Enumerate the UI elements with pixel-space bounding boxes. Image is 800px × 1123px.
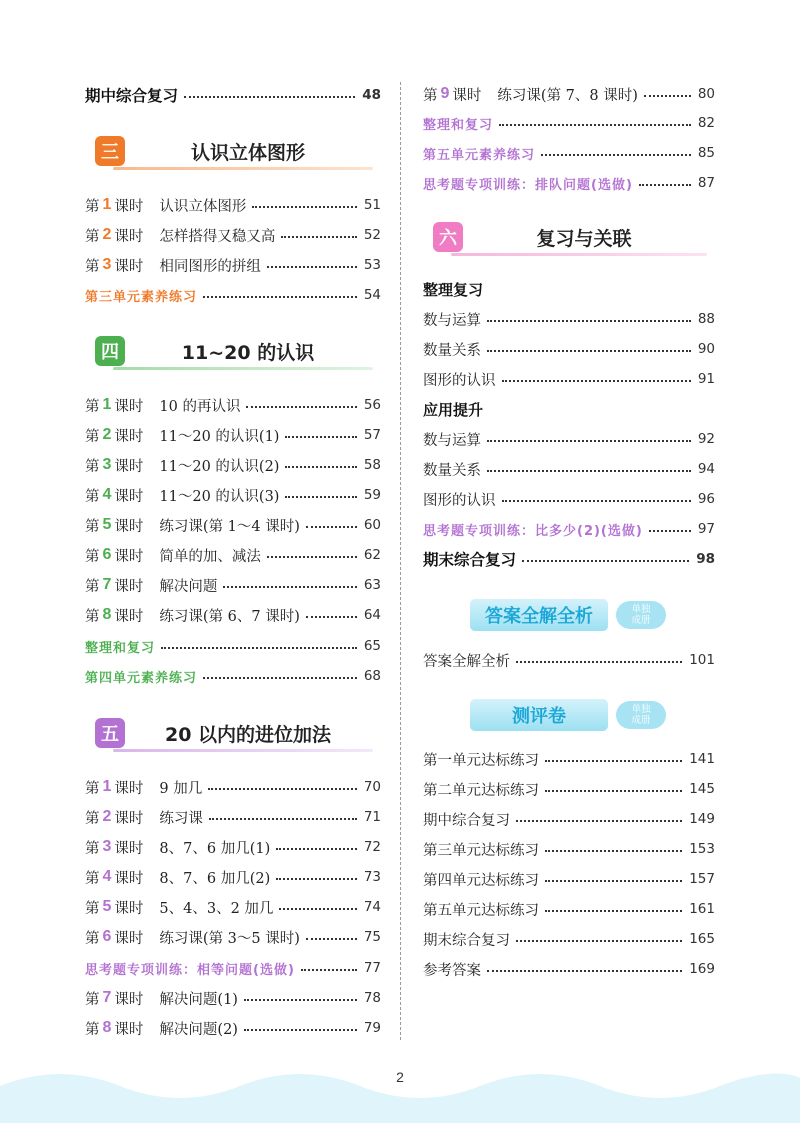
page-number: 71 — [363, 809, 381, 825]
toc-entry-lesson[interactable] — [85, 254, 381, 276]
lesson-title: 练习课(第 7、8 课时) — [497, 87, 638, 104]
lesson-title: 怎样搭得又稳又高 — [159, 228, 276, 245]
toc-entry-lesson[interactable] — [85, 987, 381, 1009]
lesson-number: 3 — [102, 456, 112, 473]
lesson-number: 6 — [102, 546, 112, 563]
lesson-number: 2 — [102, 808, 112, 825]
entry-title: 第五单元素养练习 — [423, 147, 536, 163]
page-number: 91 — [697, 371, 715, 387]
toc-entry-special-training[interactable] — [423, 172, 715, 194]
tag-line-2: 成册 — [631, 715, 651, 726]
dot-leader — [545, 880, 682, 882]
entry-title: 图形的认识 — [423, 372, 496, 389]
dot-leader — [285, 496, 356, 498]
page-number: 145 — [689, 781, 715, 797]
lesson-suffix: 课时 — [114, 870, 144, 887]
page-number: 56 — [363, 397, 381, 413]
dot-leader — [301, 969, 357, 971]
toc-entry-lesson[interactable] — [85, 896, 381, 918]
lesson-suffix: 课时 — [114, 810, 144, 827]
page-number: 165 — [689, 931, 715, 947]
lesson-number: 3 — [102, 256, 112, 273]
lesson-prefix: 第 — [85, 578, 100, 595]
dot-leader — [306, 526, 357, 528]
unit-header-3 — [95, 130, 361, 174]
page-number: 96 — [697, 491, 715, 507]
toc-entry[interactable] — [423, 368, 715, 390]
lesson-title: 解决问题 — [159, 578, 218, 595]
unit-badge: 三 — [95, 136, 125, 166]
lesson-prefix: 第 — [85, 608, 100, 625]
toc-entry[interactable] — [423, 748, 715, 770]
page-number: 80 — [697, 86, 715, 102]
lesson-number: 7 — [102, 989, 112, 1006]
answers-section-header — [470, 599, 670, 633]
lesson-suffix: 课时 — [114, 840, 144, 857]
entry-title: 思考题专项训练：相等问题(选做) — [85, 962, 295, 978]
lesson-suffix: 课时 — [452, 87, 482, 104]
dot-leader — [267, 266, 357, 268]
lesson-prefix: 第 — [85, 870, 100, 887]
lesson-title: 5、4、3、2 加几 — [159, 900, 274, 917]
lesson-prefix: 第 — [85, 398, 100, 415]
section-heading — [423, 398, 715, 420]
toc-entry[interactable] — [423, 778, 715, 800]
toc-entry-special-training[interactable] — [85, 957, 381, 979]
entry-title: 期末综合复习 — [423, 551, 517, 569]
page-number: 59 — [363, 487, 381, 503]
lesson-suffix: 课时 — [114, 258, 144, 275]
entry-title: 数与运算 — [423, 312, 481, 329]
toc-entry-lesson[interactable] — [85, 544, 381, 566]
entry-title: 参考答案 — [423, 962, 481, 979]
page-number: 88 — [697, 311, 715, 327]
column-divider — [400, 82, 401, 1040]
dot-leader — [649, 530, 691, 532]
dot-leader — [516, 940, 682, 942]
dot-leader — [285, 436, 356, 438]
toc-entry-midterm[interactable] — [85, 84, 381, 106]
dot-leader — [208, 788, 357, 790]
entry-title: 第四单元素养练习 — [85, 670, 198, 686]
dot-leader — [209, 818, 357, 820]
separate-booklet-tag — [616, 701, 666, 729]
toc-entry-lesson[interactable] — [85, 926, 381, 948]
page-number: 161 — [689, 901, 715, 917]
lesson-number: 4 — [102, 486, 112, 503]
lesson-prefix: 第 — [85, 840, 100, 857]
dot-leader — [244, 1029, 357, 1031]
lesson-title: 11～20 的认识(2) — [159, 458, 280, 475]
toc-entry-lesson[interactable] — [85, 394, 381, 416]
dot-leader — [516, 661, 682, 663]
dot-leader — [246, 406, 356, 408]
lesson-title: 认识立体图形 — [159, 198, 247, 215]
dot-leader — [184, 96, 355, 98]
toc-entry-lesson[interactable] — [423, 83, 715, 105]
tests-pill: 测评卷 — [470, 699, 608, 731]
dot-leader — [203, 677, 357, 679]
lesson-number: 5 — [102, 898, 112, 915]
heading-text: 整理复习 — [423, 280, 484, 299]
toc-entry-unit-practice[interactable] — [85, 665, 381, 687]
unit-underline — [113, 367, 373, 370]
entry-title: 思考题专项训练：排队问题(选做) — [423, 177, 633, 193]
page-number: 87 — [697, 175, 715, 191]
toc-entry-lesson[interactable] — [85, 454, 381, 476]
lesson-prefix: 第 — [85, 930, 100, 947]
unit-underline — [113, 167, 373, 170]
page-number: 141 — [689, 751, 715, 767]
unit-header-4 — [95, 330, 361, 374]
lesson-number: 5 — [102, 516, 112, 533]
lesson-prefix: 第 — [85, 198, 100, 215]
page-number: 92 — [697, 431, 715, 447]
page-number: 57 — [363, 427, 381, 443]
entry-title: 期中综合复习 — [85, 87, 179, 105]
lesson-prefix: 第 — [423, 87, 438, 104]
toc-entry[interactable] — [423, 428, 715, 450]
unit-title: 20 以内的进位加法 — [164, 724, 332, 746]
lesson-title: 练习课(第 3～5 课时) — [159, 930, 300, 947]
toc-entry-special-training[interactable] — [423, 518, 715, 540]
dot-leader — [223, 586, 356, 588]
lesson-prefix: 第 — [85, 228, 100, 245]
dot-leader — [279, 908, 356, 910]
page-number: 77 — [363, 960, 381, 976]
toc-entry[interactable] — [423, 898, 715, 920]
dot-leader — [306, 616, 357, 618]
lesson-title: 练习课(第 1～4 课时) — [159, 518, 300, 535]
lesson-number: 6 — [102, 928, 112, 945]
lesson-title: 练习课(第 6、7 课时) — [159, 608, 300, 625]
toc-entry-lesson[interactable] — [85, 424, 381, 446]
dot-leader — [244, 999, 357, 1001]
lesson-number: 2 — [102, 226, 112, 243]
lesson-prefix: 第 — [85, 428, 100, 445]
lesson-suffix: 课时 — [114, 578, 144, 595]
tests-section-header — [470, 699, 670, 733]
page-number: 157 — [689, 871, 715, 887]
page-number: 74 — [363, 899, 381, 915]
page-number: 73 — [363, 869, 381, 885]
toc-entry-review[interactable] — [85, 635, 381, 657]
toc-entry-lesson[interactable] — [85, 194, 381, 216]
entry-title: 第三单元达标练习 — [423, 842, 539, 859]
toc-entry-review[interactable] — [423, 112, 715, 134]
lesson-number: 7 — [102, 576, 112, 593]
dot-leader — [487, 970, 682, 972]
dot-leader — [522, 560, 689, 562]
lesson-number: 8 — [102, 1019, 112, 1036]
entry-title: 答案全解全析 — [423, 653, 510, 670]
toc-entry[interactable] — [423, 928, 715, 950]
lesson-suffix: 课时 — [114, 608, 144, 625]
dot-leader — [306, 938, 357, 940]
lesson-suffix: 课时 — [114, 398, 144, 415]
entry-title: 第四单元达标练习 — [423, 872, 539, 889]
lesson-prefix: 第 — [85, 518, 100, 535]
entry-title: 数量关系 — [423, 342, 481, 359]
page-number: 48 — [362, 87, 381, 103]
unit-underline — [451, 253, 707, 256]
page-number: 70 — [363, 779, 381, 795]
tag-line-2: 成册 — [631, 615, 651, 626]
lesson-suffix: 课时 — [114, 228, 144, 245]
toc-entry-lesson[interactable] — [85, 806, 381, 828]
page-number: 98 — [696, 551, 715, 567]
unit-title: 11~20 的认识 — [181, 342, 315, 364]
dot-leader — [644, 95, 691, 97]
dot-leader — [502, 380, 691, 382]
lesson-suffix: 课时 — [114, 548, 144, 565]
dot-leader — [502, 500, 691, 502]
page-number: 54 — [363, 287, 381, 303]
page-number: 97 — [697, 521, 715, 537]
lesson-suffix: 课时 — [114, 518, 144, 535]
page-number: 79 — [363, 1020, 381, 1036]
entry-title: 第三单元素养练习 — [85, 289, 198, 305]
lesson-number: 2 — [102, 426, 112, 443]
page-number: 53 — [363, 257, 381, 273]
answers-pill: 答案全解全析 — [470, 599, 608, 631]
lesson-title: 11～20 的认识(1) — [159, 428, 280, 445]
page-number: 82 — [697, 115, 715, 131]
dot-leader — [267, 556, 357, 558]
entry-title: 图形的认识 — [423, 492, 496, 509]
toc-entry-lesson[interactable] — [85, 484, 381, 506]
page-number: 101 — [689, 652, 715, 668]
lesson-prefix: 第 — [85, 900, 100, 917]
toc-entry[interactable] — [423, 838, 715, 860]
dot-leader — [161, 647, 357, 649]
lesson-title: 8、7、6 加几(1) — [159, 840, 271, 857]
entry-title: 整理和复习 — [423, 117, 494, 133]
lesson-number: 9 — [440, 85, 450, 102]
toc-entry-lesson[interactable] — [85, 224, 381, 246]
unit-title: 复习与关联 — [536, 228, 632, 250]
dot-leader — [545, 850, 682, 852]
entry-title: 期中综合复习 — [423, 812, 510, 829]
page-number: 60 — [363, 517, 381, 533]
toc-entry-lesson[interactable] — [85, 836, 381, 858]
lesson-title: 简单的加、减法 — [159, 548, 261, 565]
toc-entry-lesson[interactable] — [85, 574, 381, 596]
toc-entry[interactable] — [423, 958, 715, 980]
lesson-suffix: 课时 — [114, 900, 144, 917]
unit-badge: 六 — [433, 222, 463, 252]
toc-entry-unit-practice[interactable] — [85, 284, 381, 306]
toc-entry-lesson[interactable] — [85, 604, 381, 626]
lesson-suffix: 课时 — [114, 930, 144, 947]
lesson-number: 1 — [102, 196, 112, 213]
lesson-title: 9 加几 — [159, 780, 203, 797]
page-number: 58 — [363, 457, 381, 473]
toc-entry-final-review[interactable] — [423, 548, 715, 570]
page-number: 75 — [363, 929, 381, 945]
lesson-prefix: 第 — [85, 488, 100, 505]
dot-leader — [487, 440, 691, 442]
lesson-title: 解决问题(1) — [159, 991, 238, 1008]
toc-entry[interactable] — [423, 338, 715, 360]
dot-leader — [276, 848, 357, 850]
page-number: 169 — [689, 961, 715, 977]
lesson-suffix: 课时 — [114, 1021, 144, 1038]
dot-leader — [639, 184, 691, 186]
lesson-prefix: 第 — [85, 258, 100, 275]
dot-leader — [499, 124, 691, 126]
entry-title: 思考题专项训练：比多少(2)(选做) — [423, 523, 643, 539]
toc-entry[interactable] — [423, 649, 715, 671]
dot-leader — [516, 820, 682, 822]
entry-title: 第五单元达标练习 — [423, 902, 539, 919]
page-number-footer: 2 — [396, 1069, 404, 1085]
toc-entry-lesson[interactable] — [85, 776, 381, 798]
lesson-suffix: 课时 — [114, 991, 144, 1008]
lesson-number: 1 — [102, 396, 112, 413]
page-number: 78 — [363, 990, 381, 1006]
unit-title: 认识立体图形 — [190, 142, 305, 164]
toc-entry-lesson[interactable] — [85, 866, 381, 888]
page-number: 63 — [363, 577, 381, 593]
dot-leader — [276, 878, 357, 880]
dot-leader — [545, 910, 682, 912]
dot-leader — [487, 470, 691, 472]
page-number: 68 — [363, 668, 381, 684]
dot-leader — [281, 236, 356, 238]
lesson-suffix: 课时 — [114, 780, 144, 797]
unit-header-5 — [95, 712, 361, 756]
page-number: 90 — [697, 341, 715, 357]
page-number: 94 — [697, 461, 715, 477]
lesson-suffix: 课时 — [114, 458, 144, 475]
page-number: 62 — [363, 547, 381, 563]
toc-entry[interactable] — [423, 808, 715, 830]
lesson-title: 11～20 的认识(3) — [159, 488, 280, 505]
heading-text: 应用提升 — [423, 400, 484, 419]
tag-line-1: 单独 — [631, 604, 651, 615]
toc-entry[interactable] — [423, 308, 715, 330]
dot-leader — [545, 790, 682, 792]
lesson-title: 8、7、6 加几(2) — [159, 870, 271, 887]
lesson-prefix: 第 — [85, 548, 100, 565]
lesson-prefix: 第 — [85, 991, 100, 1008]
entry-title: 第一单元达标练习 — [423, 752, 539, 769]
lesson-prefix: 第 — [85, 1021, 100, 1038]
dot-leader — [487, 320, 691, 322]
lesson-title: 解决问题(2) — [159, 1021, 238, 1038]
page-number: 64 — [363, 607, 381, 623]
toc-entry[interactable] — [423, 868, 715, 890]
page-number: 149 — [689, 811, 715, 827]
page-number: 51 — [363, 197, 381, 213]
entry-title: 第二单元达标练习 — [423, 782, 539, 799]
entry-title: 整理和复习 — [85, 640, 156, 656]
lesson-number: 4 — [102, 868, 112, 885]
lesson-suffix: 课时 — [114, 488, 144, 505]
dot-leader — [203, 296, 357, 298]
lesson-prefix: 第 — [85, 458, 100, 475]
unit-header-6 — [433, 216, 695, 260]
dot-leader — [285, 466, 356, 468]
page-number: 72 — [363, 839, 381, 855]
section-heading — [423, 278, 715, 300]
page-number: 153 — [689, 841, 715, 857]
page-number: 65 — [363, 638, 381, 654]
toc-entry-lesson[interactable] — [85, 514, 381, 536]
lesson-suffix: 课时 — [114, 428, 144, 445]
lesson-number: 8 — [102, 606, 112, 623]
toc-entry[interactable] — [423, 488, 715, 510]
entry-title: 数量关系 — [423, 462, 481, 479]
lesson-number: 1 — [102, 778, 112, 795]
lesson-title: 练习课 — [159, 810, 203, 827]
toc-entry[interactable] — [423, 458, 715, 480]
entry-title: 期末综合复习 — [423, 932, 510, 949]
lesson-prefix: 第 — [85, 810, 100, 827]
unit-underline — [113, 749, 373, 752]
dot-leader — [541, 154, 691, 156]
unit-badge: 五 — [95, 718, 125, 748]
lesson-suffix: 课时 — [114, 198, 144, 215]
dot-leader — [487, 350, 691, 352]
lesson-title: 10 的再认识 — [159, 398, 241, 415]
dot-leader — [252, 206, 356, 208]
dot-leader — [545, 760, 682, 762]
lesson-number: 3 — [102, 838, 112, 855]
page-number: 85 — [697, 145, 715, 161]
tag-line-1: 单独 — [631, 704, 651, 715]
toc-entry-unit-practice[interactable] — [423, 142, 715, 164]
lesson-prefix: 第 — [85, 780, 100, 797]
entry-title: 数与运算 — [423, 432, 481, 449]
page-number: 52 — [363, 227, 381, 243]
separate-booklet-tag — [616, 601, 666, 629]
unit-badge: 四 — [95, 336, 125, 366]
lesson-title: 相同图形的拼组 — [159, 258, 261, 275]
toc-entry-lesson[interactable] — [85, 1017, 381, 1039]
